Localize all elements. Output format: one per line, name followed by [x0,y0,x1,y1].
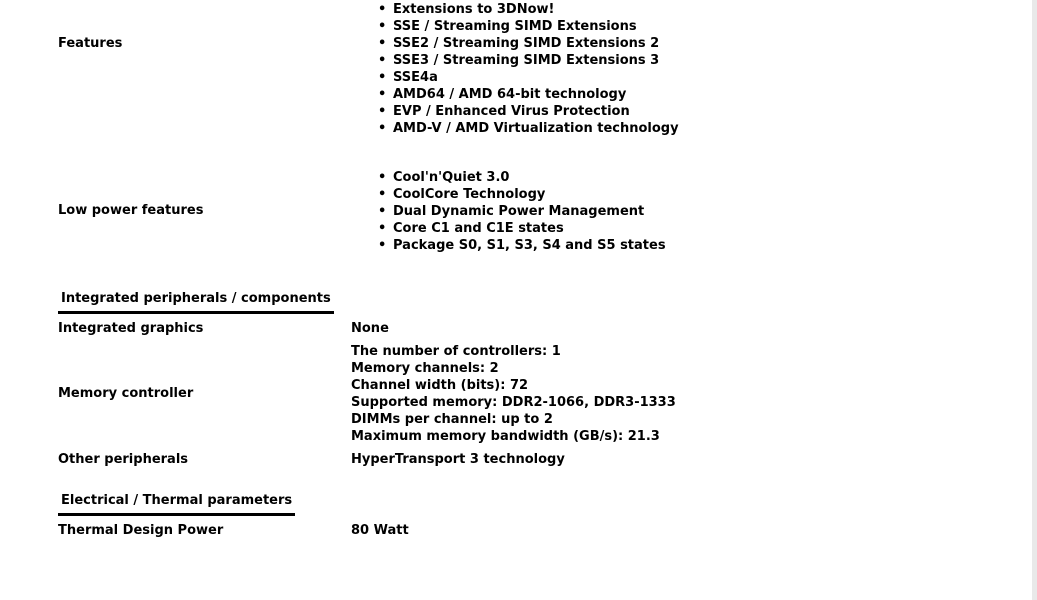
bullet-icon: • [378,70,387,85]
list-item: • Cool'n'Quiet 3.0 [378,170,510,185]
list-item: • Dual Dynamic Power Management [378,204,645,219]
bullet-icon: • [378,104,387,119]
integrated-graphics-label: Integrated graphics [58,321,204,336]
electrical-section-header: Electrical / Thermal parameters [58,492,295,516]
list-item: • EVP / Enhanced Virus Protection [378,104,630,119]
bullet-icon: • [378,53,387,68]
list-item: • Core C1 and C1E states [378,221,564,236]
list-item: • SSE / Streaming SIMD Extensions [378,19,637,34]
bullet-icon: • [378,170,387,185]
bullet-icon: • [378,187,387,202]
bullet-icon: • [378,2,387,17]
bullet-icon: • [378,204,387,219]
features-label: Features [58,36,123,51]
integrated-section-header: Integrated peripherals / components [58,290,334,314]
other-peripherals-value: HyperTransport 3 technology [351,452,565,467]
list-item: • CoolCore Technology [378,187,546,202]
bullet-icon: • [378,121,387,136]
tdp-value: 80 Watt [351,523,409,538]
memory-controller-line: Memory channels: 2 [351,361,499,376]
list-item: • AMD-V / AMD Virtualization technology [378,121,679,136]
list-item: • Extensions to 3DNow! [378,2,555,17]
low-power-list [378,169,666,254]
bullet-icon: • [378,221,387,236]
list-item: • SSE3 / Streaming SIMD Extensions 3 [378,53,660,68]
memory-controller-line: Channel width (bits): 72 [351,378,529,393]
memory-controller-line: Supported memory: DDR2-1066, DDR3-1333 [351,395,676,410]
other-peripherals-label: Other peripherals [58,452,189,467]
memory-controller-line: Maximum memory bandwidth (GB/s): 21.3 [351,429,660,444]
list-item: • SSE4a [378,70,438,85]
bullet-icon: • [378,36,387,51]
integrated-graphics-value: None [351,321,389,336]
memory-controller-value [351,343,676,445]
low-power-label: Low power features [58,203,204,218]
list-item: • SSE2 / Streaming SIMD Extensions 2 [378,36,660,51]
scrollbar[interactable] [1032,0,1037,600]
memory-controller-line: DIMMs per channel: up to 2 [351,412,553,427]
features-list [378,1,679,137]
bullet-icon: • [378,87,387,102]
list-item: • AMD64 / AMD 64-bit technology [378,87,627,102]
bullet-icon: • [378,19,387,34]
memory-controller-label: Memory controller [58,386,194,401]
memory-controller-line: The number of controllers: 1 [351,344,561,359]
list-item: • Package S0, S1, S3, S4 and S5 states [378,238,666,253]
bullet-icon: • [378,238,387,253]
tdp-label: Thermal Design Power [58,523,224,538]
